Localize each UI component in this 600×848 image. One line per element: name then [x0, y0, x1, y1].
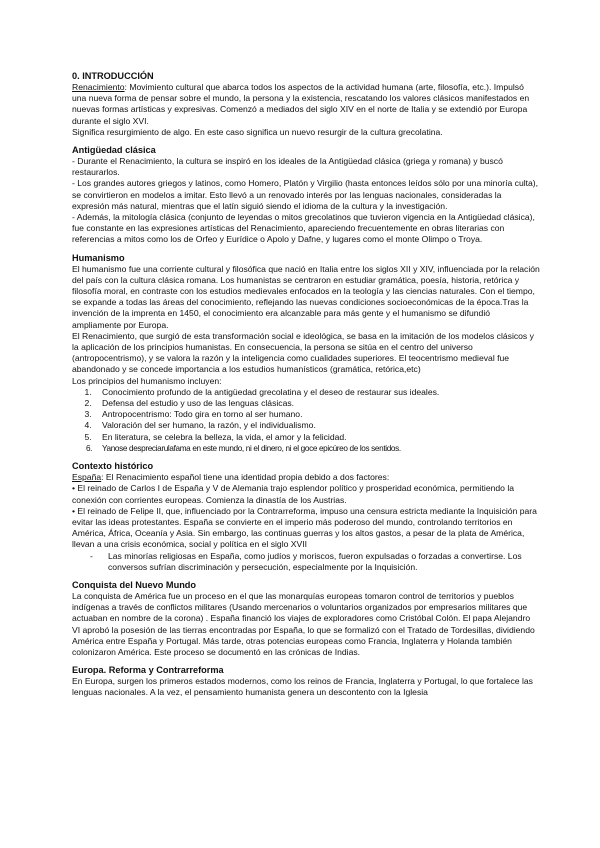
- list-item: 2. Defensa del estudio y uso de las lenguas clásicas.: [94, 398, 540, 409]
- humanismo-principles-intro: Los principios del humanismo incluyen:: [72, 375, 222, 386]
- heading-europa: Europa. Reforma y Contrarreforma: [72, 665, 224, 676]
- list-item: 6. Yanose despreciarulafama en este mundo, ni el dinero, ni el goce epicúreo de los sentidos.: [94, 443, 540, 454]
- contexto-paragraph: • El reinado de Carlos I de España y V de Alemania trajo esplendor político y prosperidad económica, permitiendo la conexión con corrientes europeas. Comienza la dinastía de los Austrias.: [72, 483, 515, 505]
- list-item: 1. Conocimiento profundo de la antigüedad grecolatina y el deseo de restaurar sus ideales.: [94, 387, 540, 398]
- heading-contexto: Contexto histórico: [72, 461, 154, 472]
- list-item: - Las minorías religiosas en España, como judíos y moriscos, fueron expulsadas o forzadas a convertirse. Los conversos sufrían discriminación y persecución, especialmente por la Inquisición.: [90, 551, 540, 573]
- contexto-sub-list: [72, 551, 540, 573]
- section-europa: [72, 664, 540, 698]
- intro-definition-text: : Movimiento cultural que abarca todos los aspectos de la actividad humana (arte, filosofía, etc.). Impulsó una nueva forma de pensar sobre el mundo, la persona y la existencia, rescatando los valores clásicos manifestados en nuevas formas artísticas y expresivas. Comenzó a mediados del siglo XIV en el norte de Italia y se extendió por Europa durante el siglo XVI.: [72, 82, 530, 126]
- intro-note: Significa resurgimiento de algo. En este caso significa un nuevo resurgir de la cultura grecolatina.: [72, 126, 443, 137]
- antiguedad-paragraph: - Los grandes autores griegos y latinos, como Homero, Platón y Virgilio (hasta entonces leídos sólo por una minoría culta), se convirtieron en modelos a imitar. Esto llevó a un renovado interés por las lenguas nacionales, consideradas la expresión más natural, mientras que el latín siguió siendo el idioma de la cultura y la investigación.: [72, 178, 539, 211]
- contexto-paragraph: • El reinado de Felipe II, que, influenciado por la Contrarreforma, impuso una censura estricta mediante la Inquisición para evitar las ideas protestantes. España se convierte en el imperio más poderoso del mundo, controlando territorios en América, África, Oceanía y Asia. Sin embargo, las continuas guerras y los altos gastos, a pesar de la plata de América, llevan a una crisis económica, social y política en el siglo XVII: [72, 505, 537, 550]
- term-renacimiento: Renacimiento: [72, 82, 125, 92]
- humanismo-principles-list: [72, 387, 540, 454]
- contexto-intro-text: : El Renacimiento español tiene una identidad propia debido a dos factores:: [101, 472, 390, 483]
- antiguedad-paragraph: - Además, la mitología clásica (conjunto de leyendas o mitos grecolatinos que tuvieron vigencia en la Antigüedad clásica), fue constante en las expresiones artísticas del Renacimiento, apareciendo frecuentemente en obras literarias con referencias a mitos como los de Orfeo y Eurídice o Apolo y Dafne, y lugares como el monte Olimpo o Troya.: [72, 212, 535, 245]
- humanismo-paragraph: El Renacimiento, que surgió de esta transformación social e ideológica, se basa en la imitación de los modelos clásicos y la aplicación de los principios humanistas. En consecuencia, la persona se sitúa en el centro del universo (antropocentrismo), y se valora la razón y la inteligencia como cualidades superiores. El teocentrismo medieval fue abandonado y se concede importancia a los estudios humanísticos (gramática, retórica,etc): [72, 330, 534, 375]
- humanismo-paragraph: El humanismo fue una corriente cultural y filosófica que nació en Italia entre los siglos XII y XIV, influenciada por la relación del país con la cultura clásica romana. Los humanistas se centraron en estudiar gramática, poesía, historia, retórica y filosofía moral, en contraste con los estudios medievales enfocados en la teología y las ciencias naturales. Con el tiempo, se expande a todas las áreas del conocimiento, reflejando las nuevas condiciones socioeconómicas de la época.Tras la invención de la imprenta en 1450, el conocimiento era alcanzable para más gente y el humanismo se difundió ampliamente por Europa.: [72, 263, 540, 330]
- section-contexto: [72, 460, 540, 573]
- intro-definition: [72, 82, 540, 127]
- heading-conquista: Conquista del Nuevo Mundo: [72, 579, 197, 590]
- heading-antiguedad: Antigüedad clásica: [72, 145, 156, 156]
- term-espana: España: [72, 472, 102, 483]
- europa-paragraph: En Europa, surgen los primeros estados modernos, como los reinos de Francia, Inglaterra y Portugal, lo que fortalece las lenguas nacionales. A la vez, el pensamiento humanista genera un descontento con la Iglesia: [72, 676, 533, 698]
- list-item: 5. En literatura, se celebra la belleza, la vida, el amor y la felicidad.: [94, 432, 540, 443]
- section-introduccion: [72, 70, 540, 138]
- section-antiguedad: [72, 144, 540, 246]
- list-item: 4. Valoración del ser humano, la razón, y el individualismo.: [94, 420, 540, 431]
- conquista-paragraph: La conquista de América fue un proceso en el que las monarquías europeas tomaron control de territorios y pueblos indígenas a través de conflictos militares (Usando mercenarios o voluntarios organizados por empresarios militares que actuaban en nombre de la corona) . España financió los viajes de exploradores como Cristóbal Colón. El papa Alejandro VI aprobó la posesión de las tierras encontradas por España, lo que se formalizó con el Tratado de Tordesillas, dividiendo América entre España y Portugal. Más tarde, otras potencias europeas como Francia, Inglaterra y Holanda también colonizaron América. Este proceso se documentó en las crónicas de Indias.: [72, 590, 535, 657]
- antiguedad-paragraph: - Durante el Renacimiento, la cultura se inspiró en los ideales de la Antigüedad clásica (griega y romana) y buscó restaurarlos.: [72, 156, 503, 178]
- heading-introduccion: 0. INTRODUCCIÓN: [72, 71, 154, 81]
- section-humanismo: [72, 252, 540, 454]
- section-conquista: [72, 579, 540, 658]
- list-item: 3. Antropocentrismo: Todo gira en torno al ser humano.: [94, 409, 540, 420]
- contexto-intro: [72, 472, 540, 483]
- heading-humanismo: Humanismo: [72, 252, 125, 263]
